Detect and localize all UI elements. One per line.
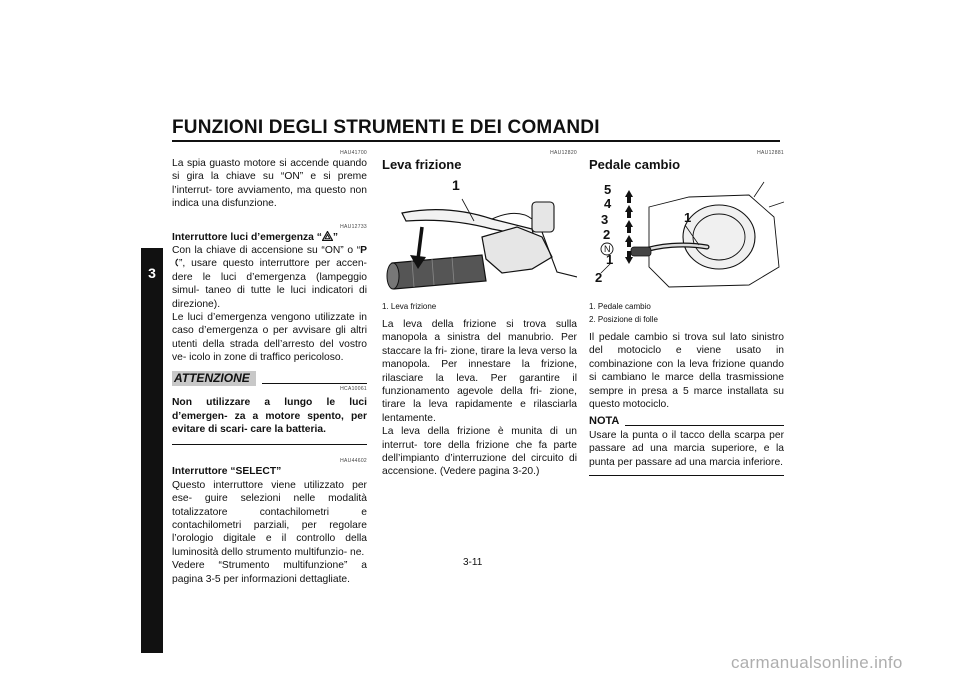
shift-pedal-illustration bbox=[589, 177, 784, 299]
engine-warning-paragraph: La spia guasto motore si accende quando si gira la chiave su “ON” e si preme l’interrut- tore avviamento, ma questo non indica una disfunzione. bbox=[172, 158, 367, 210]
note-text: Usare la punta o il tacco della scarpa per passare ad una marcia superiore, e la punta per passare ad una marcia inferiore. bbox=[589, 429, 784, 468]
column-3 bbox=[589, 150, 784, 476]
header-rule bbox=[172, 140, 780, 142]
clutch-lever-figure bbox=[382, 177, 577, 299]
page-number: 3-11 bbox=[463, 557, 483, 568]
note-label: NOTA bbox=[589, 415, 620, 428]
shift-pedal-figure bbox=[589, 177, 784, 299]
parking-symbol: P bbox=[360, 245, 367, 257]
hazard-paragraph-1: Con la chiave di accensione su “ON” o “P”, usare questo interruttore per accen- dere le luci d’emergenza (lampeggio simul- taneo di tutte le luci indicatori di direzione). bbox=[172, 245, 367, 310]
caution-text: Non utilizzare a lungo le luci d’emergen- za a motore spento, per evitare di scari- care la batteria. bbox=[172, 397, 367, 435]
watermark: carmanualsonline.info bbox=[731, 653, 903, 672]
gear-1-label: 1 bbox=[606, 252, 614, 267]
parking-light-icon bbox=[172, 258, 179, 267]
section-code: HAU12733 bbox=[340, 223, 367, 230]
clutch-paragraph-2: La leva della frizione è munita di un interrut- tore della frizione che fa parte dell’impianto d’interruzione del circuito di accensione. (Vedere pagina 3-20.) bbox=[382, 426, 577, 478]
gear-4-label: 4 bbox=[604, 196, 612, 211]
gear-n-label: N bbox=[604, 244, 611, 254]
chapter-number: 3 bbox=[148, 265, 156, 281]
section-code: HCA10061 bbox=[340, 386, 367, 393]
section-code: HAU12881 bbox=[757, 150, 784, 156]
section-code: HAU41700 bbox=[340, 150, 367, 156]
clutch-paragraph-1: La leva della frizione si trova sulla manopola a sinistra del manubrio. Per staccare la fri- zione, tirare la leva verso la manopola. Per innestare la frizione, rilasciare la leva. Per garantire il funzionamento agevole della fri- zione, tirare la leva rapidamente e rilasciarla lentamente. bbox=[382, 319, 577, 424]
pedal-callout-2: 2 bbox=[595, 270, 603, 285]
figure-caption: 2. Posizione di folle bbox=[589, 315, 658, 324]
column-1 bbox=[172, 150, 367, 586]
section-code: HAU12820 bbox=[550, 150, 577, 156]
column-2 bbox=[382, 150, 577, 479]
note-header bbox=[589, 415, 784, 428]
section-code: HAU44602 bbox=[340, 458, 367, 465]
clutch-lever-title: Leva frizione bbox=[382, 157, 462, 172]
figure-caption: 1. Leva frizione bbox=[382, 302, 437, 311]
gear-3-label: 3 bbox=[601, 212, 609, 227]
caution-header bbox=[172, 371, 367, 386]
select-paragraph-1: Questo interruttore viene utilizzato per ese- guire selezioni nelle modalità totalizzatore contachilometri e contachilometri parziali, per regolare l’orologio digitale e il controllo della luminosità dello strumento multifunzio- ne. bbox=[172, 479, 367, 558]
clutch-lever-illustration bbox=[382, 177, 577, 299]
hazard-paragraph-2: Le luci d’emergenza vengono utilizzate in caso d’emergenza o per avvisare gli altri utenti della strada dell’arresto del vostro ve- icolo in zone di traffico pericoloso. bbox=[172, 312, 367, 364]
page-title: FUNZIONI DEGLI STRUMENTI E DEI COMANDI bbox=[172, 117, 600, 138]
gear-5-label: 5 bbox=[604, 182, 612, 197]
caution-label: ATTENZIONE bbox=[172, 371, 256, 386]
clutch-callout: 1 bbox=[452, 177, 460, 193]
hazard-switch-title: Interruttore luci d’emergenza “ ” bbox=[172, 231, 339, 243]
figure-caption: 1. Pedale cambio bbox=[589, 302, 651, 311]
chapter-tab bbox=[141, 248, 163, 653]
select-switch-title: Interruttore “SELECT” bbox=[172, 466, 282, 478]
shift-pedal-title: Pedale cambio bbox=[589, 157, 681, 172]
gear-2-label: 2 bbox=[603, 227, 611, 242]
pedal-callout-1: 1 bbox=[684, 210, 692, 225]
shift-pedal-paragraph: Il pedale cambio si trova sul lato sinistro del motociclo e viene usato in combinazione con la leva frizione quando si cambiano le marce della trasmissione sempre in presa a 5 marce installata su questo motociclo. bbox=[589, 332, 784, 411]
select-paragraph-2: Vedere “Strumento multifunzione” a pagina 3-5 per informazioni dettagliate. bbox=[172, 560, 367, 585]
hazard-warning-icon bbox=[322, 231, 333, 241]
